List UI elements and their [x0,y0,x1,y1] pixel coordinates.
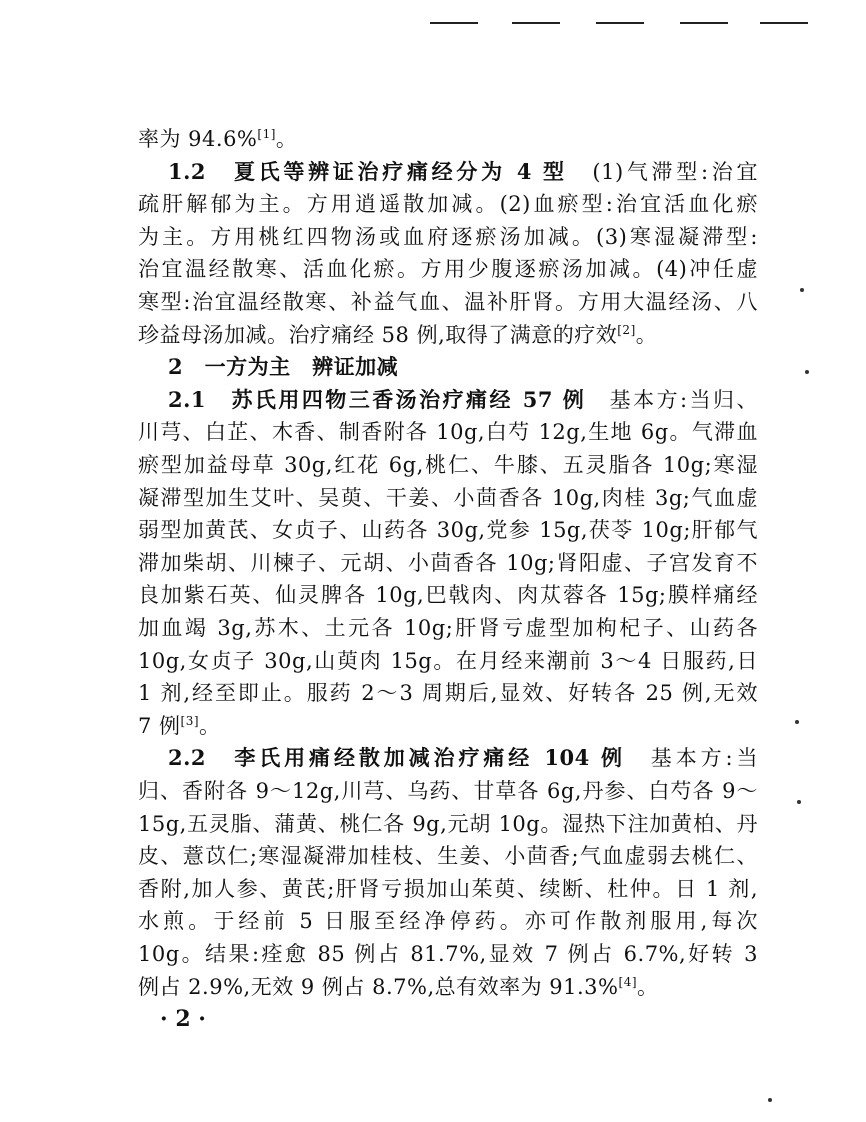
text-line [138,906,758,936]
text-line [138,939,758,969]
line-text: 7 例 [138,713,181,738]
line-text: 15g,五灵脂、蒲黄、桃仁各 9g,元胡 10g。湿热下注加黄柏、丹 [138,811,758,836]
text-line [138,613,758,643]
text-line [138,874,758,904]
text-line [138,548,758,578]
text-line [138,809,758,839]
citation-ref: [4] [618,974,638,989]
line-text: 为主。方用桃红四物汤或血府逐瘀汤加减。(3)寒湿凝滞型: [138,224,758,249]
text-line [138,320,758,350]
text-line [138,646,758,676]
line-text: 治宜温经散寒、活血化瘀。方用少腹逐瘀汤加减。(4)冲任虚 [138,257,758,282]
line-text: 10g。结果:痊愈 85 例占 81.7%,显效 7 例占 6.7%,好转 3 [138,942,758,966]
scan-speck [800,288,804,292]
line-text: 瘀型加益母草 30g,红花 6g,桃仁、牛膝、五灵脂各 10g;寒湿 [138,453,758,477]
line-text: 川芎、白芷、木香、制香附各 10g,白芍 12g,生地 6g。气滞血 [138,420,758,445]
text-line [138,417,758,447]
text-line [168,352,758,382]
text-line [138,483,758,513]
page-number: · 2 · [160,1006,206,1032]
line-text: 1 剂,经至即止。服药 2～3 周期后,显效、好转各 25 例,无效 [138,681,758,706]
line-text: 水煎。于经前 5 日服至经净停药。亦可作散剂服用,每次 [138,909,758,934]
line-end-punct: 。 [275,127,298,151]
line-text: 10g,女贞子 30g,山萸肉 15g。在月经来潮前 3～4 日服药,日 [138,648,758,673]
header-dash [596,22,644,24]
scan-speck [795,720,799,724]
header-dash [760,22,808,24]
line-text: 弱型加黄芪、女贞子、山药各 30g,党参 15g,茯苓 10g;肝郁气 [138,518,758,543]
text-line [138,711,758,741]
line-text: 滞加柴胡、川楝子、元胡、小茴香各 10g;肾阳虚、子宫发育不 [138,550,758,575]
scan-speck [768,1098,772,1102]
line-text: 皮、薏苡仁;寒湿凝滞加桂枝、生姜、小茴香;气血虚弱去桃仁、 [138,844,758,869]
header-dash [512,22,560,24]
line-text: 归、香附各 9～12g,川芎、乌药、甘草各 6g,丹参、白芍各 9～ [138,779,758,803]
text-line [138,580,758,610]
text-line [138,189,758,219]
citation-ref: [1] [257,127,276,141]
text-line [138,254,758,284]
text-line [138,776,758,806]
line-text: 凝滞型加生艾叶、吴萸、干姜、小茴香各 10g,肉桂 3g;气血虚 [138,485,758,510]
line-text: 良加紫石英、仙灵脾各 10g,巴戟肉、肉苁蓉各 15g;膜样痛经 [138,583,758,608]
line-text: 基本方:当 [625,746,758,771]
line-end-punct: 。 [199,713,221,738]
citation-ref: [3] [180,713,200,728]
section-heading: 2.1 苏氏用四物三香汤治疗痛经 57 例 [168,386,587,412]
text-line [138,841,758,871]
scan-speck [805,370,809,374]
line-text: (1)气滞型:治宜 [567,159,758,184]
line-text: 基本方:当归、 [586,387,758,412]
line-text: 香附,加人参、黄芪;肝肾亏损加山茱萸、续断、杜仲。日 1 剂, [138,876,758,901]
text-line [138,515,758,545]
text-line [168,743,758,773]
citation-ref: [2] [617,322,636,337]
line-text: 率为 94.6% [138,127,258,151]
text-line [138,678,758,708]
header-dash [680,22,728,24]
text-line [138,450,758,480]
line-text: 疏肝解郁为主。方用逍遥散加减。(2)血瘀型:治宜活血化瘀 [138,192,758,217]
line-end-punct: 。 [637,974,659,999]
text-line [138,124,758,154]
text-line [168,385,758,415]
line-end-punct: 。 [635,322,658,347]
section-heading: 1.2 夏氏等辨证治疗痛经分为 4 型 [168,158,568,184]
header-dash [430,22,478,24]
line-text: 珍益母汤加减。治疗痛经 58 例,取得了满意的疗效 [138,322,618,347]
text-line [138,287,758,317]
section-heading: 2.2 李氏用痛经散加减治疗痛经 104 例 [168,745,626,771]
text-line [138,222,758,252]
text-line [168,157,758,187]
line-text: 例占 2.9%,无效 9 例占 8.7%,总有效率为 91.3% [138,974,619,999]
text-line [138,972,758,1002]
section-heading: 2 一方为主 辨证加减 [168,354,399,380]
line-text: 加血竭 3g,苏木、土元各 10g;肝肾亏虚型加枸杞子、山药各 [138,616,758,640]
line-text: 寒型:治宜温经散寒、补益气血、温补肝肾。方用大温经汤、八 [138,290,758,314]
scan-speck [797,800,801,804]
